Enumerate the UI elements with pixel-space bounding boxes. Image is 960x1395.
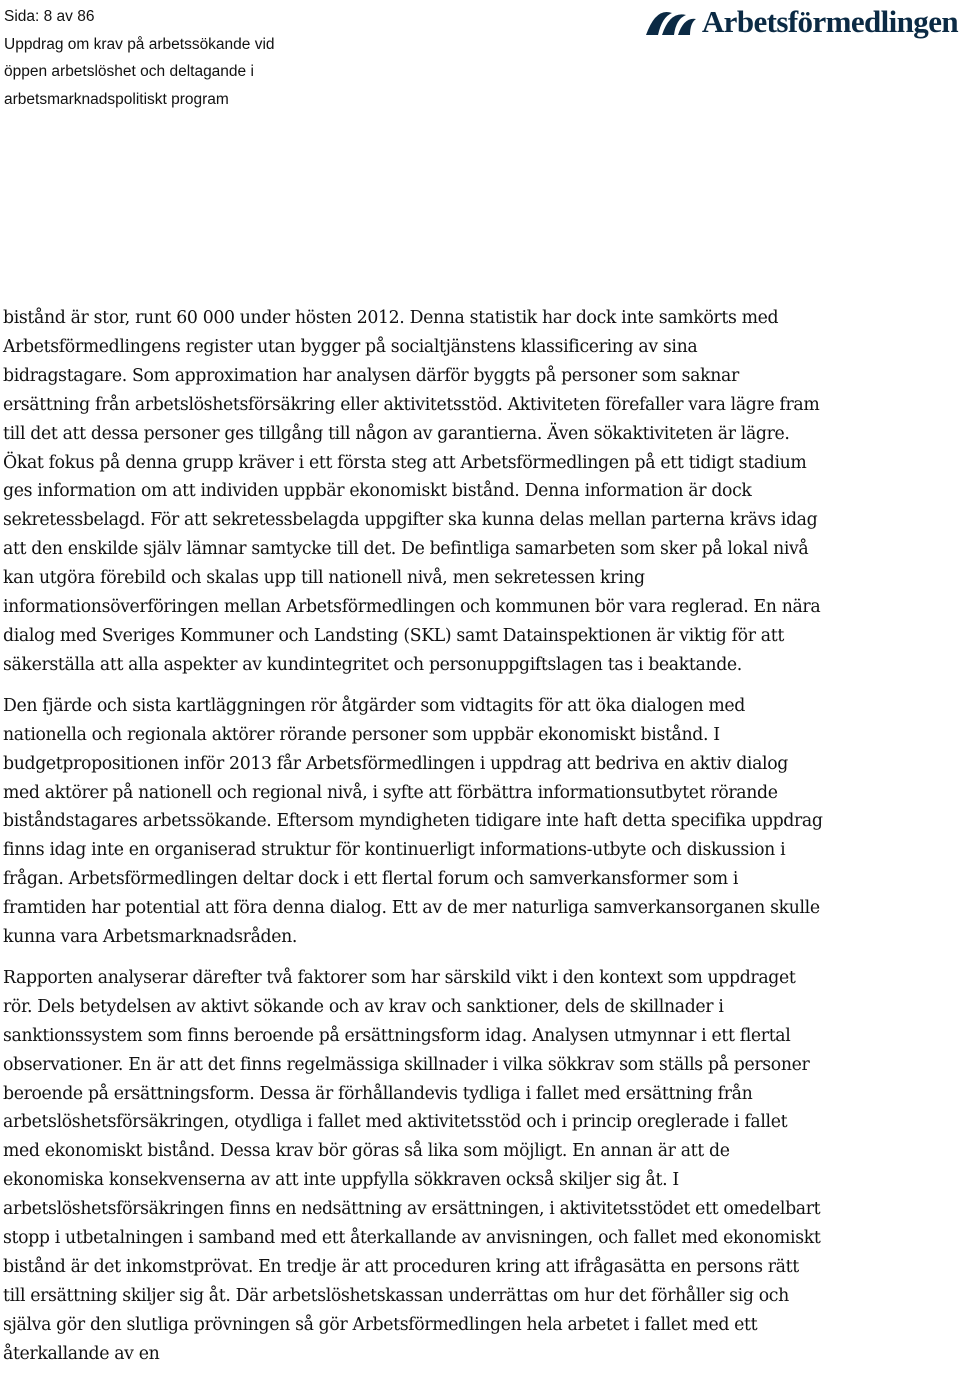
logo-mark-icon [644, 5, 698, 39]
paragraph-3: Rapporten analyserar därefter två faktorer som har särskild vikt i den kontext som uppdraget rör. Dels betydelsen av aktivt sökande och av krav och sanktioner, dels de skillnader i sanktionssystem som finns beroende på ersättningsform idag. Analysen utmynnar i ett flertal observationer. En är att det finns regelmässiga skillnader i vilka sökkrav som ställs på personer beroende på ersättningsform. Dessa är förhållandevis tydliga i fallet med ersättning från arbetslöshetsförsäkringen, otydliga i fallet med aktivitetsstöd och i princip oreglerade i fallet med ekonomiskt bistånd. Dessa krav bör göras så lika som möjligt. En annan är att de ekonomiska konsekvenserna av att inte uppfylla sökkraven också skiljer sig åt. I arbetslöshetsförsäkringen finns en nedsättning av ersättningen, i aktivitetsstödet ett omedelbart stopp i utbetalningen i samband med ett återkallande av anvisningen, och fallet med ekonomiskt bistånd är det inkomstprövat. En tredje är att proceduren kring att ifrågasätta en persons rätt till ersättning skiljer sig åt. Där arbetslöshetskassan underrättas om hur det förhåller sig och själva gör den slutliga prövningen så gör Arbetsförmedlingen hela arbetet i fallet med ett återkallande av en [3, 967, 821, 1364]
page-number: Sida: 8 av 86 [4, 8, 95, 25]
arbetsformedlingen-logo [644, 4, 958, 40]
document-title-line-1: Uppdrag om krav på arbetssökande vid [4, 35, 275, 53]
paragraph-2: Den fjärde och sista kartläggningen rör åtgärder som vidtagits för att öka dialogen med nationella och regionala aktörer rörande personer som uppbär ekonomiskt bistånd. I budgetpropositionen inför 2013 får Arbetsförmedlingen i uppdrag att bedriva en aktiv dialog med aktörer på nationell och regional nivå, i syfte att förbättra informationsutbytet rörande biståndstagares arbetssökande. Eftersom myndigheten tidigare inte haft detta specifika uppdrag finns idag inte en organiserad struktur för kontinuerligt informations-utbyte och diskussion i frågan. Arbetsförmedlingen deltar dock i ett flertal forum och samverkansformer som i framtiden har potential att föra denna dialog. Ett av de mer naturliga samverkansorganen skulle kunna vara Arbetsmarknadsråden. [3, 695, 823, 948]
logo-wordmark: Arbetsförmedlingen [701, 4, 958, 39]
document-body [3, 304, 825, 1369]
document-title-line-3: arbetsmarknadspolitiskt program [4, 90, 229, 108]
paragraph-1: bistånd är stor, runt 60 000 under hösten 2012. Denna statistik har dock inte samkörts med Arbetsförmedlingens register utan bygger på socialtjänstens klassificering av sina bidragstagare. Som approximation har analysen därför byggts på personer som saknar ersättning från arbetslöshetsförsäkring eller aktivitetsstöd. Aktiviteten förefaller vara lägre fram till det att dessa personer ges tillgång till någon av garantierna. Även sökaktiviteten är lägre. Ökat fokus på denna grupp kräver i ett första steg att Arbetsförmedlingen på ett tidigt stadium ges information om att individen uppbär ekonomiskt bistånd. Denna information är dock sekretessbelagd. För att sekretessbelagda uppgifter ska kunna delas mellan parterna krävs idag att den enskilde själv lämnar samtycke till det. De befintliga samarbeten som sker på lokal nivå kan utgöra förebild och skalas upp till nationell nivå, men sekretessen kring informationsöverföringen mellan Arbetsförmedlingen och kommunen bör vara reglerad. En nära dialog med Sveriges Kommuner och Landsting (SKL) samt Datainspektionen är viktig för att säkerställa att alla aspekter av kundintegritet och personuppgiftslagen tas i beaktande. [3, 308, 821, 675]
document-title-line-2: öppen arbetslöshet och deltagande i [4, 63, 254, 80]
document-header [4, 3, 275, 113]
